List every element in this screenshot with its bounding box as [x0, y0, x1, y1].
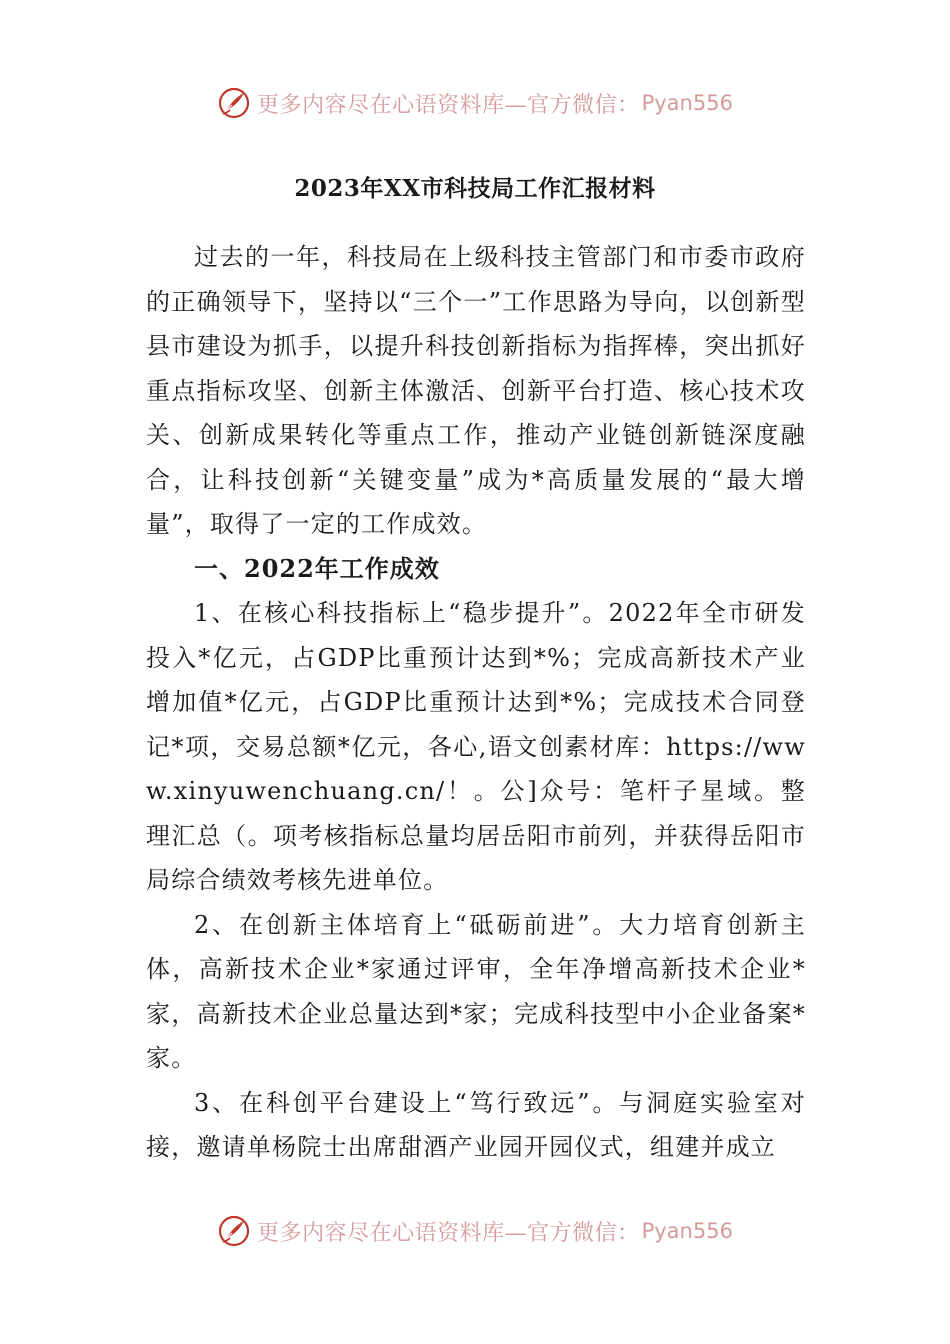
document-title: 2023年XX市科技局工作汇报材料: [294, 175, 656, 202]
header-watermark-banner: [0, 80, 950, 126]
banner-wechat-handle: Pyan556: [641, 91, 733, 115]
banner-wechat-handle: Pyan556: [641, 1219, 733, 1243]
quill-pen-logo-icon: [217, 1214, 251, 1248]
intro-paragraph: 过去的一年，科技局在上级科技主管部门和市委市政府的正确领导下，坚持以“三个一”工作思路为导向，以创新型县市建设为抓手，以提升科技创新指标为指挥棒，突出抓好重点指标攻坚、创新主体激活、创新平台打造、核心技术攻关、创新成果转化等重点工作，推动产业链创新链深度融合，让科技创新“关键变量”成为*高质量发展的“最大增量”，取得了一定的工作成效。: [146, 243, 806, 538]
list-item: 1、在核心科技指标上“稳步提升”。2022年全市研发投入*亿元，占GDP比重预计达到*%；完成高新技术产业增加值*亿元，占GDP比重预计达到*%；完成技术合同登记*项，交易总额*亿元，各心,语文创素材库：https://www.xinyuwenchuang.cn/！。公]众号：笔杆子星域。整理汇总（。项考核指标总量均居岳阳市前列，并获得岳阳市局综合绩效考核先进单位。: [146, 599, 806, 894]
banner-text: 更多内容尽在心语资料库—官方微信：: [257, 92, 640, 118]
document-body: [146, 235, 806, 1170]
list-item: 3、在科创平台建设上“笃行致远”。与洞庭实验室对接，邀请单杨院士出席甜酒产业园开园仪式，组建并成立: [146, 1088, 806, 1161]
quill-pen-logo-icon: [217, 86, 251, 120]
list-item: 2、在创新主体培育上“砥砺前进”。大力培育创新主体，高新技术企业*家通过评审，全年净增高新技术企业*家，高新技术企业总量达到*家；完成科技型中小企业备案*家。: [146, 910, 806, 1072]
section-heading: 一、2022年工作成效: [194, 553, 440, 583]
footer-watermark-banner: [0, 1208, 950, 1254]
banner-text: 更多内容尽在心语资料库—官方微信：: [257, 1220, 640, 1246]
